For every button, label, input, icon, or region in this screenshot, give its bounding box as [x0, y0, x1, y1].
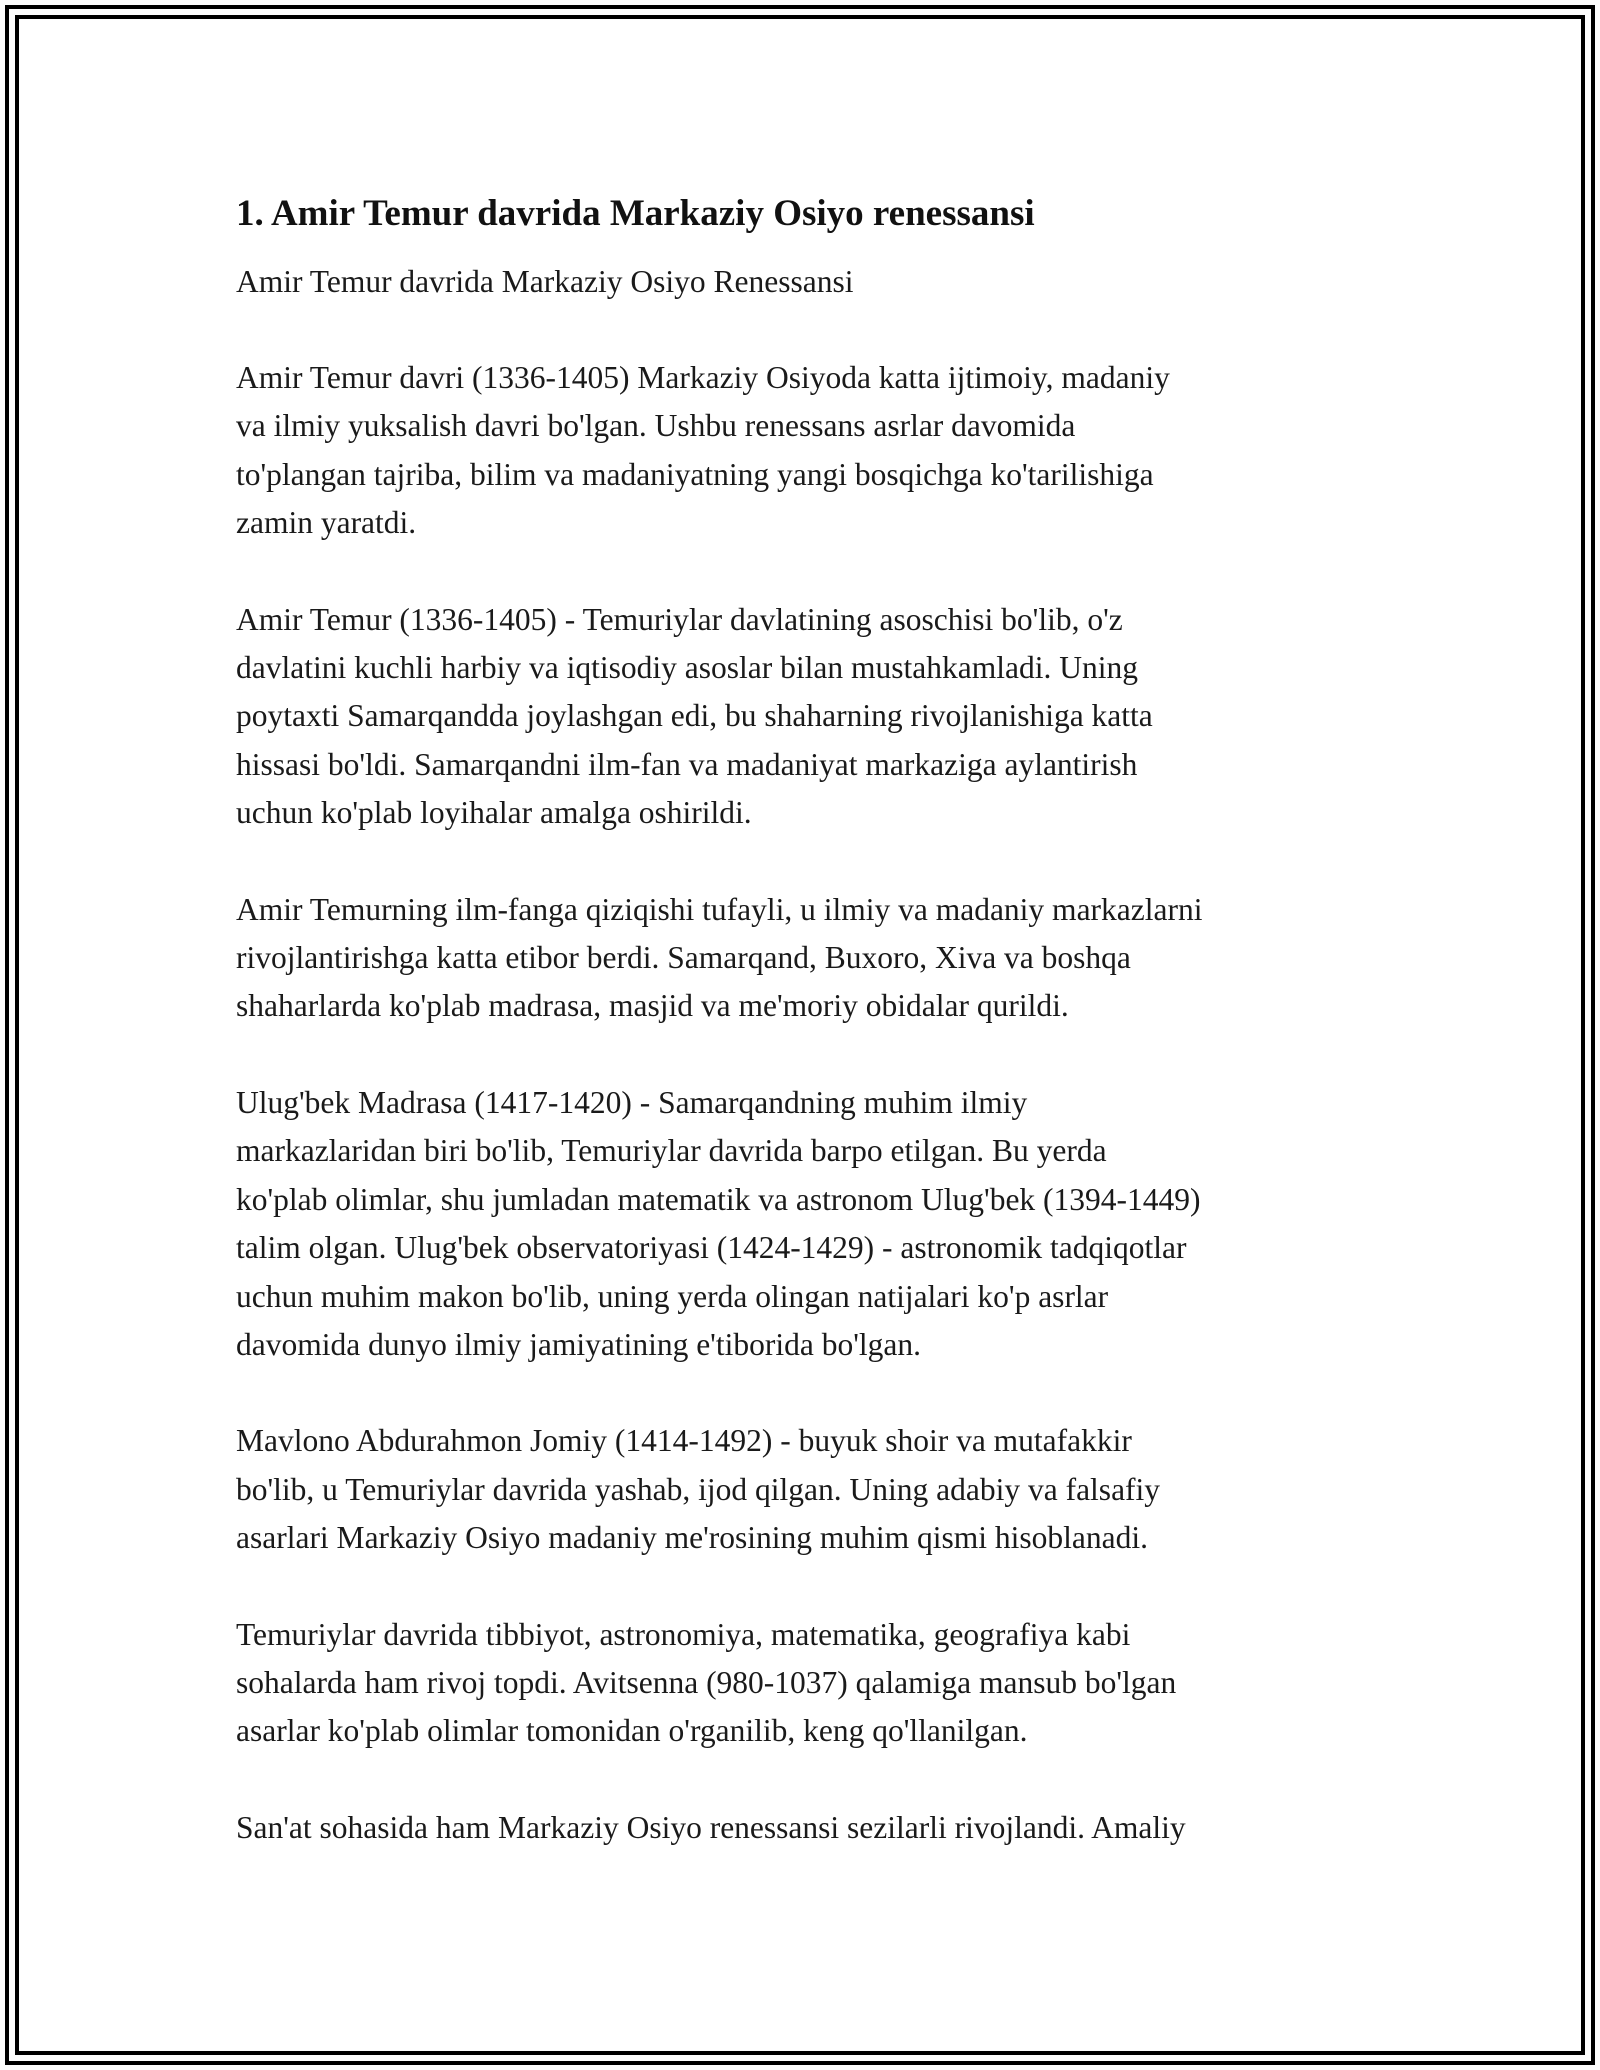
paragraph-ulugbek	[236, 1079, 1376, 1369]
text-line: shaharlarda ko'plab madrasa, masjid va me'moriy obidalar qurildi.	[236, 988, 1069, 1024]
text-line: Amir Temur davri (1336-1405) Markaziy Osiyoda katta ijtimoiy, madaniy	[236, 360, 1170, 395]
text-line: hissasi bo'ldi. Samarqandni ilm-fan va madaniyat markaziga aylantirish	[236, 746, 1138, 782]
text-line: davlatini kuchli harbiy va iqtisodiy asoslar bilan mustahkamladi. Uning	[236, 650, 1138, 686]
paragraph-sciences	[236, 1611, 1376, 1756]
text-line: uchun ko'plab loyihalar amalga oshirildi.	[236, 795, 752, 831]
text-line: talim olgan. Ulug'bek observatoriyasi (1424-1429) - astronomik tadqiqotlar	[236, 1230, 1187, 1266]
text-line: asarlari Markaziy Osiyo madaniy me'rosining muhim qismi hisoblanadi.	[236, 1520, 1149, 1556]
document-subtitle: Amir Temur davrida Markaziy Osiyo Renessansi	[236, 264, 854, 299]
paragraph-art	[236, 1804, 1376, 1852]
paragraph-science-interest	[236, 886, 1376, 1031]
text-line: ko'plab olimlar, shu jumladan matematik va astronom Ulug'bek (1394-1449)	[236, 1181, 1201, 1217]
text-line: Temuriylar davrida tibbiyot, astronomiya, matematika, geografiya kabi	[236, 1616, 1131, 1652]
text-line: Amir Temurning ilm-fanga qiziqishi tufayli, u ilmiy va madaniy markazlarni	[236, 891, 1203, 927]
text-line: bo'lib, u Temuriylar davrida yashab, ijod qilgan. Uning adabiy va falsafiy	[236, 1471, 1161, 1507]
text-line: Mavlono Abdurahmon Jomiy (1414-1492) - buyuk shoir va mutafakkir	[236, 1423, 1132, 1459]
text-line: davomida dunyo ilmiy jamiyatining e'tiborida bo'lgan.	[236, 1326, 921, 1362]
text-line: rivojlantirishga katta etibor berdi. Samarqand, Buxoro, Xiva va boshqa	[236, 940, 1131, 976]
text-line: to'plangan tajriba, bilim va madaniyatning yangi bosqichga ko'tarilishiga	[236, 456, 1154, 492]
text-line: asarlar ko'plab olimlar tomonidan o'rganilib, keng qo'llanilgan.	[236, 1713, 1028, 1749]
paragraph-temur-era	[236, 354, 1376, 548]
text-line: Amir Temur (1336-1405) - Temuriylar davlatining asoschisi bo'lib, o'z	[236, 601, 1123, 637]
text-line: va ilmiy yuksalish davri bo'lgan. Ushbu renessans asrlar davomida	[236, 408, 1076, 444]
text-line: San'at sohasida ham Markaziy Osiyo renessansi sezilarli rivojlandi. Amaliy	[236, 1809, 1186, 1845]
text-line: uchun muhim makon bo'lib, uning yerda olingan natijalari ko'p asrlar	[236, 1278, 1109, 1314]
text-line: poytaxti Samarqandda joylashgan edi, bu shaharning rivojlanishiga katta	[236, 698, 1153, 734]
text-line: markazlaridan biri bo'lib, Temuriylar davrida barpo etilgan. Bu yerda	[236, 1133, 1107, 1169]
paragraph-jomiy	[236, 1417, 1376, 1562]
text-line: Ulug'bek Madrasa (1417-1420) - Samarqandning muhim ilmiy	[236, 1084, 1028, 1120]
section-heading: 1. Amir Temur davrida Markaziy Osiyo renessansi	[236, 193, 1035, 234]
text-line: zamin yaratdi.	[236, 505, 417, 541]
text-line: sohalarda ham rivoj topdi. Avitsenna (980-1037) qalamiga mansub bo'lgan	[236, 1664, 1177, 1700]
document-body	[236, 190, 1376, 1852]
paragraph-amir-temur	[236, 596, 1376, 838]
